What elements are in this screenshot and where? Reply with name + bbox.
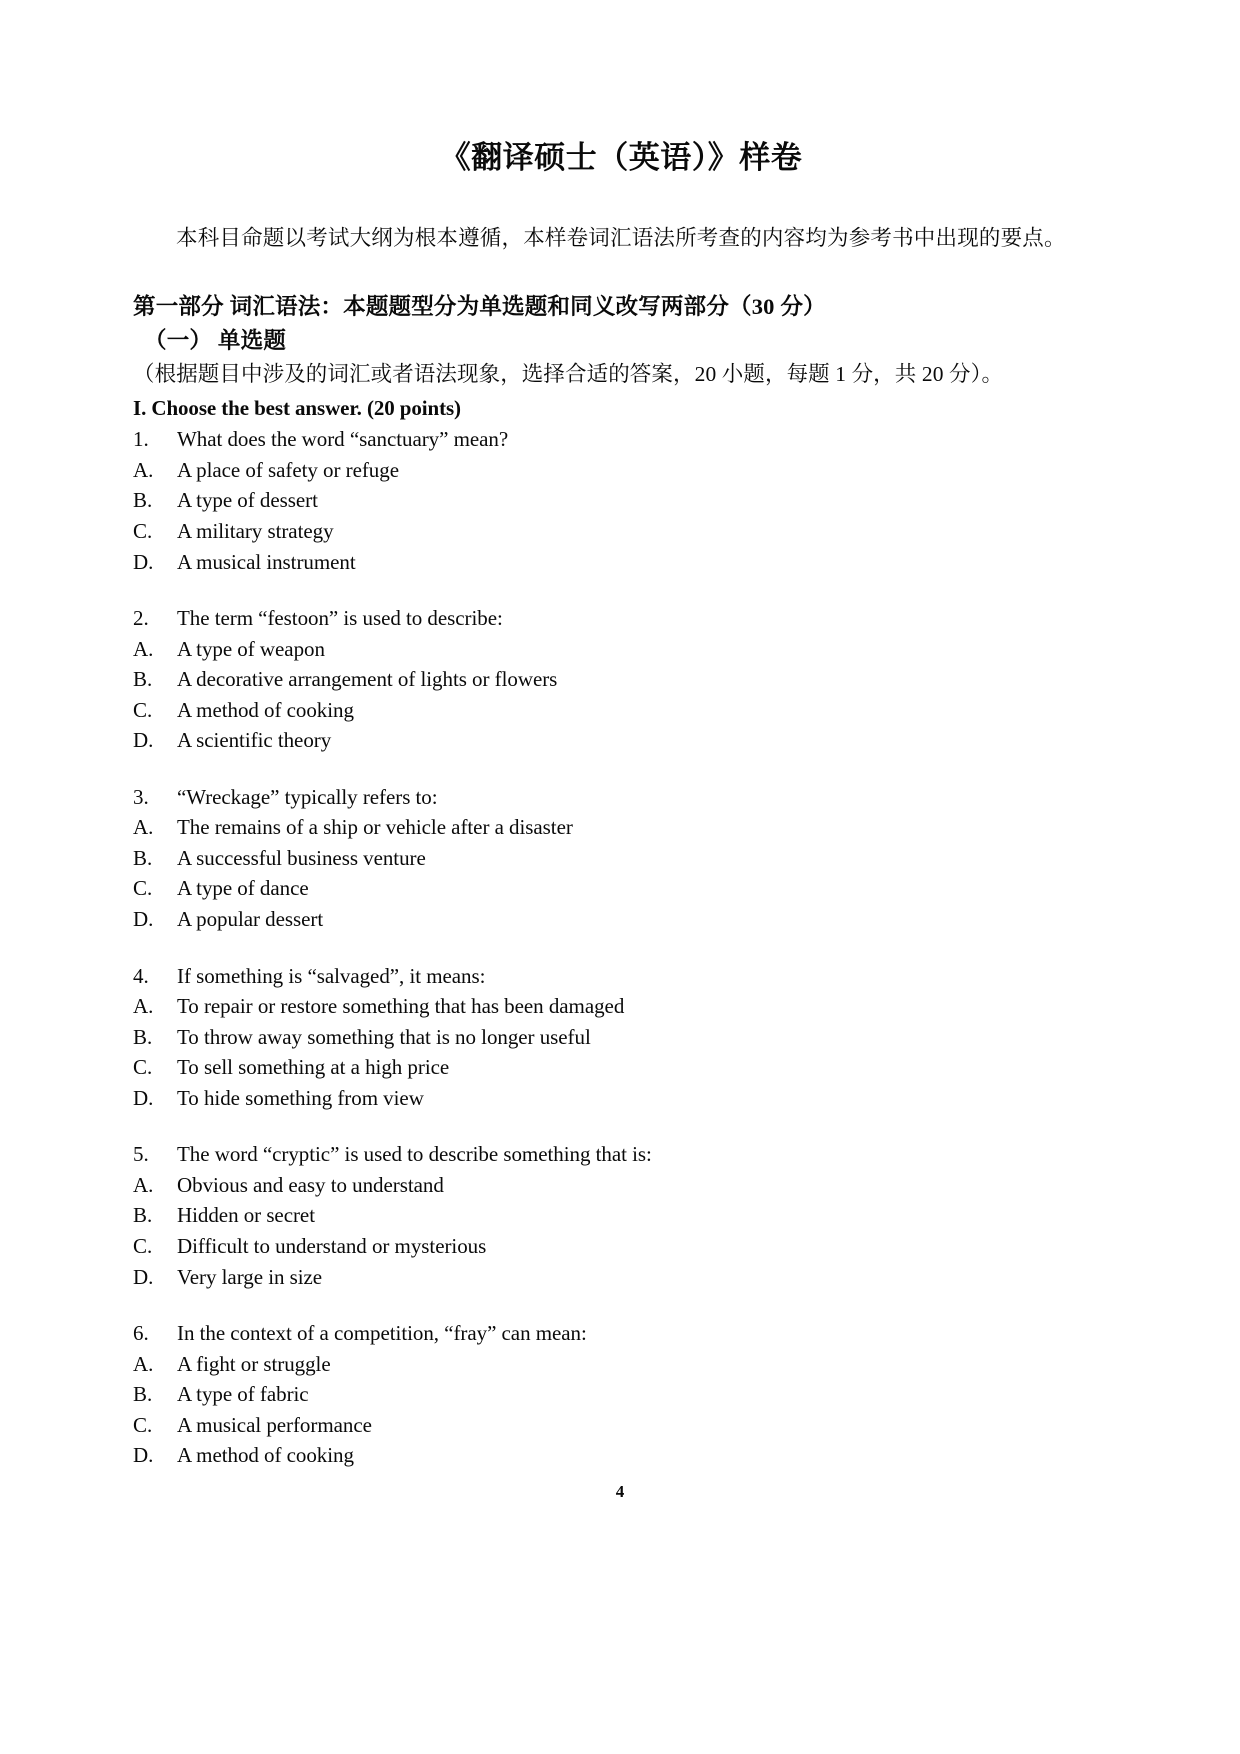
option-text: Very large in size <box>177 1264 323 1289</box>
option-label: D. <box>133 1443 154 1468</box>
option-label: D. <box>133 907 154 932</box>
answer-option[interactable] <box>133 1170 1109 1201</box>
option-text: A musical performance <box>177 1412 372 1437</box>
question-number: 4. <box>133 963 149 988</box>
option-text: A type of dance <box>177 876 309 901</box>
answer-option[interactable] <box>133 1410 1109 1441</box>
answer-option[interactable] <box>133 1022 1109 1053</box>
intro-paragraph: 本科目命题以考试大纲为根本遵循，本样卷词汇语法所考查的内容均为参考书中出现的要点。 <box>176 226 1066 251</box>
answer-option[interactable] <box>133 812 1109 843</box>
answer-option[interactable] <box>133 1379 1109 1410</box>
answer-option[interactable] <box>133 634 1109 665</box>
option-text: A decorative arrangement of lights or flowers <box>177 667 558 692</box>
page-number: 4 <box>615 1482 625 1501</box>
option-text: Obvious and easy to understand <box>177 1172 444 1197</box>
option-text: A method of cooking <box>177 697 354 722</box>
answer-option[interactable] <box>133 455 1109 486</box>
option-text: A successful business venture <box>177 845 426 870</box>
option-label: B. <box>133 667 153 692</box>
question-block <box>133 961 1109 1114</box>
option-text: A type of dessert <box>177 488 318 513</box>
answer-option[interactable] <box>133 904 1109 935</box>
option-label: D. <box>133 1264 154 1289</box>
answer-option[interactable] <box>133 725 1109 756</box>
option-text: The remains of a ship or vehicle after a disaster <box>177 815 573 840</box>
answer-option[interactable] <box>133 1440 1109 1471</box>
question-number: 3. <box>133 784 149 809</box>
question-text: What does the word “sanctuary” mean? <box>177 427 509 452</box>
option-label: C. <box>133 876 153 901</box>
option-text: To repair or restore something that has been damaged <box>177 994 625 1019</box>
answer-option[interactable] <box>133 485 1109 516</box>
option-text: To sell something at a high price <box>177 1055 450 1080</box>
answer-option[interactable] <box>133 516 1109 547</box>
option-label: B. <box>133 845 153 870</box>
option-label: B. <box>133 1203 153 1228</box>
answer-option[interactable] <box>133 1349 1109 1380</box>
question-text: If something is “salvaged”, it means: <box>177 963 486 988</box>
question-stem <box>133 1318 1109 1349</box>
option-label: C. <box>133 697 153 722</box>
option-text: A place of safety or refuge <box>177 457 399 482</box>
option-label: C. <box>133 1055 153 1080</box>
question-stem <box>133 1139 1109 1170</box>
question-block <box>133 782 1109 935</box>
option-text: A type of fabric <box>177 1382 309 1407</box>
single-choice-instruction: （根据题目中涉及的词汇或者语法现象，选择合适的答案，20 小题，每题 1 分，共 20 分）。 <box>133 361 1004 386</box>
option-text: A type of weapon <box>177 636 325 661</box>
question-block <box>133 1318 1109 1471</box>
option-text: A method of cooking <box>177 1443 354 1468</box>
answer-option[interactable] <box>133 1083 1109 1114</box>
question-block <box>133 424 1109 577</box>
option-label: D. <box>133 1085 154 1110</box>
option-label: A. <box>133 1172 154 1197</box>
question-number: 5. <box>133 1142 149 1167</box>
questions-list <box>133 424 1109 1470</box>
option-text: To hide something from view <box>177 1085 424 1110</box>
option-label: D. <box>133 728 154 753</box>
answer-option[interactable] <box>133 843 1109 874</box>
option-label: A. <box>133 815 154 840</box>
option-label: B. <box>133 1382 153 1407</box>
option-label: A. <box>133 1351 154 1376</box>
part-one-heading: 第一部分 词汇语法：本题题型分为单选题和同义改写两部分（30 分） <box>133 293 826 319</box>
subsection-heading-single-choice: （一） 单选题 <box>144 327 287 353</box>
question-text: The term “festoon” is used to describe: <box>177 606 503 631</box>
question-stem <box>133 424 1109 455</box>
option-label: A. <box>133 457 154 482</box>
answer-option[interactable] <box>133 1200 1109 1231</box>
answer-option[interactable] <box>133 695 1109 726</box>
answer-option[interactable] <box>133 873 1109 904</box>
question-number: 6. <box>133 1321 149 1346</box>
answer-option[interactable] <box>133 547 1109 578</box>
option-text: Hidden or secret <box>177 1203 315 1228</box>
question-number: 2. <box>133 606 149 631</box>
page-content <box>133 0 1109 1471</box>
option-text: A fight or struggle <box>177 1351 331 1376</box>
option-label: C. <box>133 1233 153 1258</box>
question-stem <box>133 782 1109 813</box>
option-text: To throw away something that is no longer useful <box>177 1024 591 1049</box>
option-label: B. <box>133 488 153 513</box>
question-stem <box>133 603 1109 634</box>
option-label: A. <box>133 636 154 661</box>
question-text: “Wreckage” typically refers to: <box>177 784 438 809</box>
option-text: A musical instrument <box>177 549 356 574</box>
question-text: In the context of a competition, “fray” can mean: <box>177 1321 587 1346</box>
answer-option[interactable] <box>133 664 1109 695</box>
question-block <box>133 1139 1109 1292</box>
option-text: A scientific theory <box>177 728 332 753</box>
answer-option[interactable] <box>133 1262 1109 1293</box>
option-label: C. <box>133 1412 153 1437</box>
question-block <box>133 603 1109 756</box>
answer-option[interactable] <box>133 1231 1109 1262</box>
option-label: A. <box>133 994 154 1019</box>
english-section-heading: I. Choose the best answer. (20 points) <box>133 395 461 420</box>
answer-option[interactable] <box>133 1052 1109 1083</box>
question-number: 1. <box>133 427 149 452</box>
page-title: 《翻译硕士（英语）》样卷 <box>439 140 803 175</box>
option-label: C. <box>133 519 153 544</box>
question-stem <box>133 961 1109 992</box>
option-text: Difficult to understand or mysterious <box>177 1233 487 1258</box>
option-label: D. <box>133 549 154 574</box>
question-text: The word “cryptic” is used to describe something that is: <box>177 1142 652 1167</box>
option-text: A military strategy <box>177 519 334 544</box>
option-text: A popular dessert <box>177 907 324 932</box>
answer-option[interactable] <box>133 991 1109 1022</box>
option-label: B. <box>133 1024 153 1049</box>
